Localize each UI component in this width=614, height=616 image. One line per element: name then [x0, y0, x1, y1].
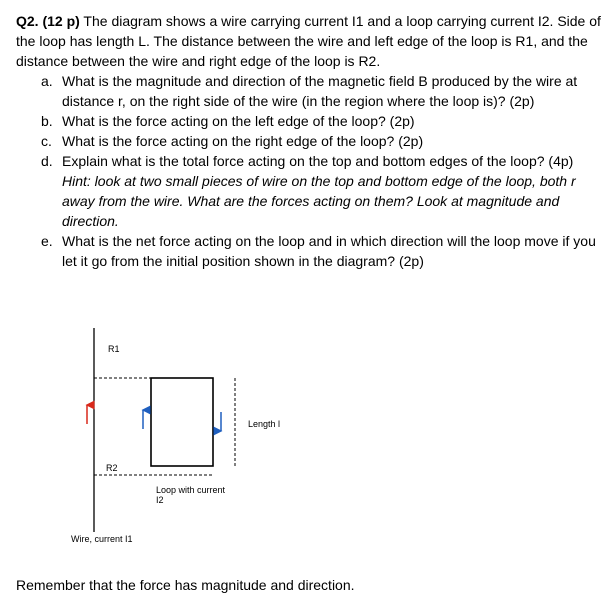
reminder-text: Remember that the force has magnitude and direction.: [16, 577, 355, 593]
question-intro-text: The diagram shows a wire carrying current I1 and a loop carrying current I2. Side of the loop has length L. The distance between the wire and left edge of the loop is R1, and the distance between the wire and right edge of the loop is R2.: [16, 13, 601, 69]
current-loop: [151, 378, 213, 466]
r2-label: R2: [106, 463, 118, 473]
part-marker: b.: [41, 113, 53, 129]
part-marker: d.: [41, 153, 53, 169]
part-text: What is the magnitude and direction of the magnetic field B produced by the wire at distance r, on the right side of the wire (in the region where the loop is)? (2p): [62, 73, 578, 109]
part-marker: a.: [41, 73, 53, 89]
physics-diagram: [0, 320, 614, 560]
length-label: Length l: [248, 419, 281, 429]
loop-label: Loop with current: [156, 485, 226, 495]
wire-label: Wire, current I1: [71, 534, 133, 544]
part-a: [16, 71, 606, 111]
part-text: What is the force acting on the right edge of the loop? (2p): [62, 133, 424, 149]
r1-label: R1: [108, 344, 120, 354]
part-d-hint: Hint: look at two small pieces of wire on the top and bottom edge of the loop, both r away from the wire. What are the forces acting on them? Look at magnitude and direction.: [62, 173, 576, 229]
part-text: What is the force acting on the left edge of the loop? (2p): [62, 113, 415, 129]
part-marker: e.: [41, 233, 53, 249]
part-text: Explain what is the total force acting on the top and bottom edges of the loop? (4p): [62, 153, 574, 169]
part-e: [16, 231, 606, 271]
part-b: [16, 111, 606, 131]
part-d: [16, 151, 606, 231]
loop-current-label: I2: [156, 495, 164, 505]
question-intro: [16, 11, 606, 71]
part-marker: c.: [41, 133, 52, 149]
part-text: What is the net force acting on the loop and in which direction will the loop move if you let it go from the initial position shown in the diagram? (2p): [62, 233, 596, 269]
part-c: [16, 131, 606, 151]
question-label: Q2. (12 p): [16, 13, 80, 29]
question-parts: [16, 71, 606, 271]
